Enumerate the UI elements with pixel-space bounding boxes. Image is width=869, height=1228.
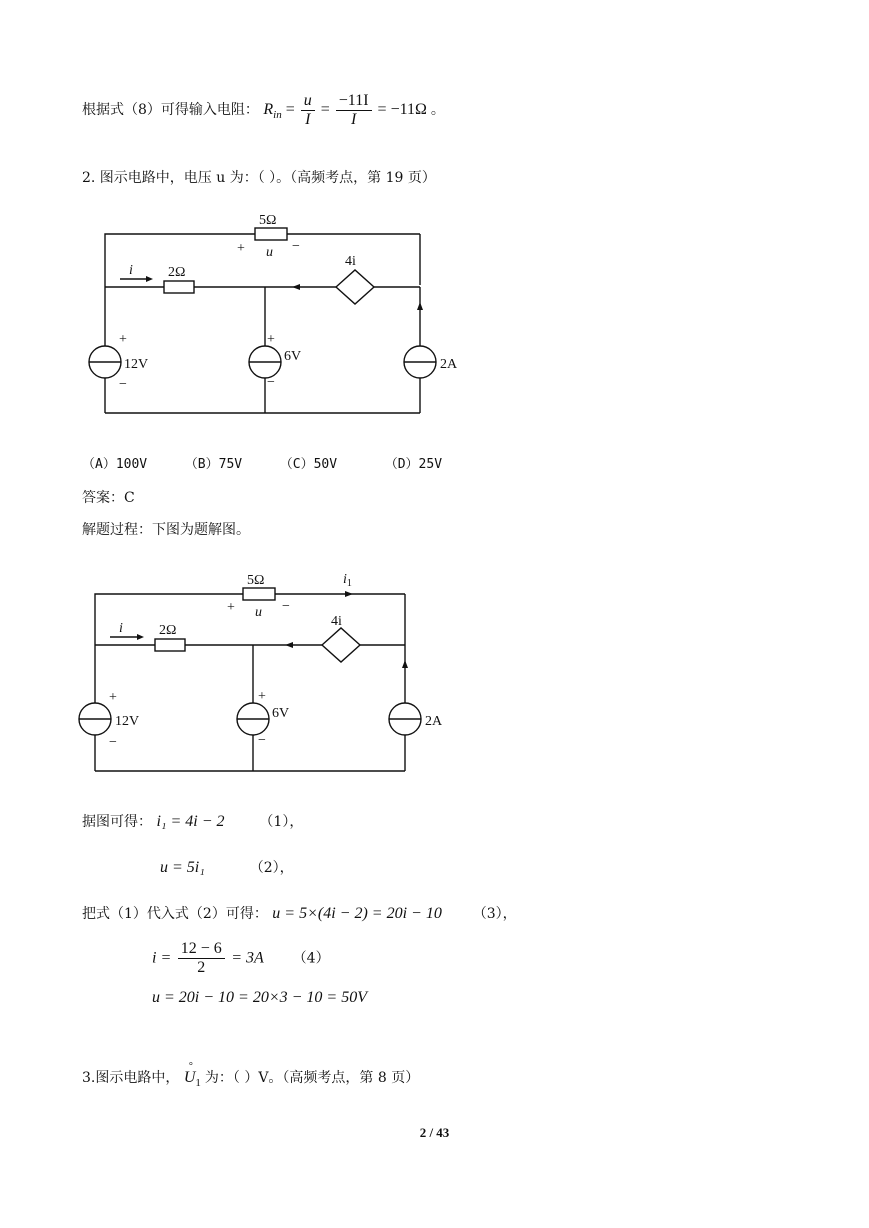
label-dep-src: 4i bbox=[345, 254, 356, 269]
arrow-head-2a-sol bbox=[402, 660, 408, 668]
label-minus-12v: − bbox=[119, 377, 127, 392]
arrow-head-dep-sol bbox=[285, 642, 293, 648]
frac1-num: u bbox=[301, 92, 315, 111]
label-2a: 2A bbox=[440, 357, 458, 372]
option-b: （B）75V bbox=[184, 457, 243, 472]
symbol-u1 bbox=[183, 1061, 205, 1090]
label-plus-12v: + bbox=[119, 332, 127, 347]
eq-2: = bbox=[320, 101, 330, 119]
label-res-left-sol: 2Ω bbox=[159, 623, 177, 638]
intro-end: 。 bbox=[430, 102, 445, 119]
intro-prefix: 根据式（8）可得输入电阻： bbox=[82, 102, 259, 119]
eq-4-lhs: i = bbox=[152, 949, 172, 967]
label-minus-6v: − bbox=[267, 375, 275, 390]
frac2-num: −11I bbox=[336, 92, 372, 111]
label-plus-u-sol: + bbox=[227, 600, 235, 615]
label-12v: 12V bbox=[124, 357, 149, 372]
option-c: （C）50V bbox=[279, 457, 338, 472]
label-plus-6v: + bbox=[267, 332, 275, 347]
label-minus-6v-sol: − bbox=[258, 733, 266, 748]
label-res-left: 2Ω bbox=[168, 265, 186, 280]
symbol-r-sub: in bbox=[273, 109, 282, 122]
label-plus-u: + bbox=[237, 241, 245, 256]
label-dep-src-sol: 4i bbox=[331, 614, 342, 629]
eq-1-line bbox=[82, 812, 303, 832]
label-res-top-sol: 5Ω bbox=[247, 573, 265, 588]
label-plus-6v-sol: + bbox=[258, 689, 266, 704]
question-3 bbox=[82, 1061, 420, 1093]
eq-4-den: 2 bbox=[197, 959, 206, 976]
eq-1-prefix: 据图可得： bbox=[82, 814, 152, 830]
label-2a-sol: 2A bbox=[425, 714, 443, 729]
label-minus-12v-sol: − bbox=[109, 735, 117, 750]
question-3-suffix: 为：（ ）V。（高频考点，第 8 页） bbox=[204, 1070, 420, 1086]
solution-intro: 解题过程：下图为题解图。 bbox=[82, 522, 250, 538]
rin-result: = −11Ω bbox=[377, 101, 427, 119]
label-6v: 6V bbox=[284, 349, 302, 364]
page-number: 2 / 43 bbox=[419, 1125, 450, 1140]
arrow-head-i-sol bbox=[137, 634, 144, 640]
eq-3-formula: u = 5×(4i − 2) = 20i − 10 bbox=[272, 905, 442, 922]
label-minus-u-sol: − bbox=[282, 599, 290, 614]
eq-2-formula: u = 5i₁ bbox=[160, 859, 205, 876]
label-u: u bbox=[266, 245, 273, 260]
frac1-den: I bbox=[305, 111, 311, 128]
eq-1-number: （1）， bbox=[259, 814, 304, 830]
symbol-r: R bbox=[263, 101, 274, 119]
label-minus-u: − bbox=[292, 239, 300, 254]
label-res-top: 5Ω bbox=[259, 213, 277, 228]
eq-3-line bbox=[82, 904, 517, 924]
eq-4-number: （4） bbox=[292, 950, 330, 967]
question-3-prefix: 3.图示电路中， bbox=[82, 1070, 180, 1086]
phasor-dot: ° bbox=[188, 1061, 193, 1072]
symbol-u1-sub: 1 bbox=[195, 1077, 201, 1090]
option-d: （D）25V bbox=[384, 457, 443, 472]
eq-4-fraction bbox=[178, 940, 225, 977]
eq-4-line bbox=[152, 940, 330, 977]
eq-1-formula: i₁ = 4i − 2 bbox=[156, 813, 225, 830]
option-a: （A）100V bbox=[82, 457, 148, 472]
label-i: i bbox=[129, 263, 133, 278]
eq-4-rhs: = 3A bbox=[231, 949, 264, 967]
label-12v-sol: 12V bbox=[115, 714, 140, 729]
label-i-sol: i bbox=[119, 621, 123, 636]
label-plus-12v-sol: + bbox=[109, 690, 117, 705]
eq-4-num: 12 − 6 bbox=[178, 940, 225, 959]
eq-3-prefix: 把式（1）代入式（2）可得： bbox=[82, 906, 268, 922]
eq-3-number: （3）， bbox=[472, 906, 517, 922]
question-2: 2. 图示电路中，电压 u 为：（ ）。（高频考点，第 19 页） bbox=[82, 170, 436, 186]
symbol-u1-letter: U bbox=[183, 1069, 196, 1086]
arrow-head-i1-sol bbox=[345, 591, 353, 597]
label-i1-sol: $i_1$ bbox=[343, 572, 352, 589]
label-u-sol: u bbox=[255, 605, 262, 620]
label-6v-sol: 6V bbox=[272, 706, 290, 721]
eq-1: = bbox=[285, 101, 295, 119]
answer: 答案：C bbox=[82, 490, 135, 506]
eq-5-line bbox=[152, 988, 367, 1008]
eq-2-number: （2）， bbox=[249, 860, 294, 876]
eq-2-line bbox=[160, 858, 294, 878]
eq-5-formula: u = 20i − 10 = 20×3 − 10 = 50V bbox=[152, 989, 367, 1006]
frac2-den: I bbox=[351, 111, 357, 128]
